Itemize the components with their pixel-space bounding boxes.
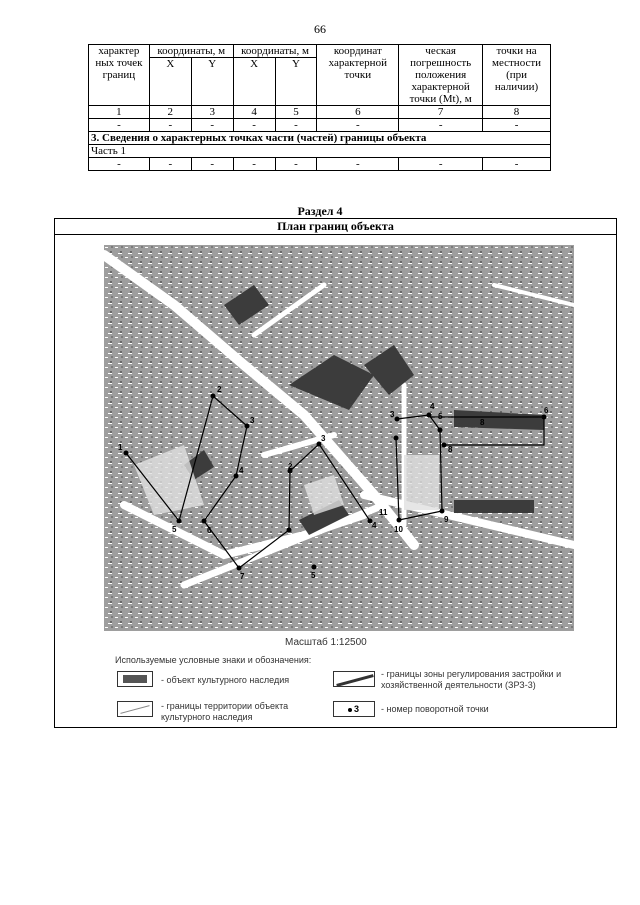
table-cell: - bbox=[233, 158, 275, 171]
table-cell: - bbox=[399, 119, 483, 132]
table-row bbox=[89, 119, 551, 132]
table-cell: - bbox=[191, 158, 233, 171]
table-cell: - bbox=[275, 158, 317, 171]
table-section-row bbox=[89, 132, 551, 145]
point-label: 3 bbox=[250, 416, 255, 425]
point-label: 11 bbox=[379, 508, 388, 517]
page-number: 66 bbox=[314, 22, 326, 36]
table-cell: - bbox=[89, 119, 150, 132]
table-cell: 8 bbox=[483, 106, 551, 119]
table-cell: - bbox=[89, 158, 150, 171]
zone-border-swatch bbox=[333, 671, 375, 687]
point-label: 4 bbox=[239, 466, 244, 475]
plan-title: План границ объекта bbox=[55, 219, 616, 235]
point-label: 8 bbox=[448, 445, 453, 454]
point-label: 5 bbox=[438, 412, 443, 421]
turn-point-swatch bbox=[333, 701, 375, 717]
point-label: 4 bbox=[430, 402, 435, 411]
table-cell: 6 bbox=[317, 106, 399, 119]
table-part-row bbox=[89, 145, 551, 158]
table-cell: 4 bbox=[233, 106, 275, 119]
heritage-object-swatch bbox=[117, 671, 153, 687]
legend-title: Используемые условные знаки и обозначения: bbox=[115, 655, 312, 665]
table-cell: 5 bbox=[275, 106, 317, 119]
table-header-row bbox=[89, 45, 551, 58]
table-cell: 3 bbox=[191, 106, 233, 119]
table-cell: - bbox=[149, 158, 191, 171]
point-label: 6 bbox=[544, 406, 549, 415]
legend-heritage-territory: - границы территории объекта культурного наследия bbox=[161, 701, 289, 722]
header-cell: X bbox=[149, 58, 191, 106]
table-cell: - bbox=[149, 119, 191, 132]
part-label: Часть 1 bbox=[89, 145, 551, 158]
table-cell: - bbox=[317, 158, 399, 171]
table-cell: - bbox=[317, 119, 399, 132]
point-label: 5 bbox=[311, 571, 316, 580]
point-label: 3 bbox=[390, 410, 395, 419]
header-cell: Y bbox=[275, 58, 317, 106]
header-cell: координаты, м bbox=[233, 45, 317, 58]
table-row bbox=[89, 106, 551, 119]
table-cell: 7 bbox=[399, 106, 483, 119]
point-label: 1 bbox=[118, 443, 123, 452]
legend-heritage-object: - объект культурного наследия bbox=[161, 675, 290, 685]
table-row bbox=[89, 158, 551, 171]
header-cell: ческая погрешность положения характерной точки (Mt), м bbox=[399, 45, 483, 106]
header-cell: X bbox=[233, 58, 275, 106]
coordinates-table bbox=[88, 44, 551, 171]
table-cell: - bbox=[483, 158, 551, 171]
header-cell: координат характерной точки bbox=[317, 45, 399, 106]
point-label: 7 bbox=[240, 572, 245, 581]
map-image bbox=[104, 245, 574, 631]
header-cell: точки на местности (при наличии) bbox=[483, 45, 551, 106]
table-cell: 2 bbox=[149, 106, 191, 119]
point-label: 9 bbox=[444, 515, 449, 524]
heritage-territory-swatch bbox=[117, 701, 153, 717]
plan-frame bbox=[54, 218, 617, 728]
header-cell: Y bbox=[191, 58, 233, 106]
header-cell: характер ных точек границ bbox=[89, 45, 150, 106]
turn-point-sample: 3 bbox=[354, 704, 360, 714]
table-cell: 1 bbox=[89, 106, 150, 119]
section-heading: Раздел 4 bbox=[297, 204, 343, 218]
table-cell: - bbox=[233, 119, 275, 132]
section-3-heading: 3. Сведения о характерных точках части (частей) границы объекта bbox=[89, 132, 551, 145]
legend-zone-border: - границы зоны регулирования застройки и хозяйственной деятельности (ЗРЗ-3) bbox=[381, 669, 562, 690]
legend-turn-point: - номер поворотной точки bbox=[381, 704, 489, 714]
point-label: 3 bbox=[321, 434, 326, 443]
table-cell: - bbox=[483, 119, 551, 132]
table-cell: - bbox=[275, 119, 317, 132]
point-label: 6 bbox=[207, 526, 212, 535]
point-label: 5 bbox=[172, 525, 177, 534]
point-label: 2 bbox=[288, 462, 293, 471]
point-label: 8 bbox=[480, 418, 485, 427]
table-cell: - bbox=[399, 158, 483, 171]
point-label: 2 bbox=[217, 385, 222, 394]
point-label: 4 bbox=[372, 521, 377, 530]
map-scale: Масштаб 1:12500 bbox=[285, 637, 367, 648]
header-cell: координаты, м bbox=[149, 45, 233, 58]
point-label: 10 bbox=[394, 525, 403, 534]
table-cell: - bbox=[191, 119, 233, 132]
